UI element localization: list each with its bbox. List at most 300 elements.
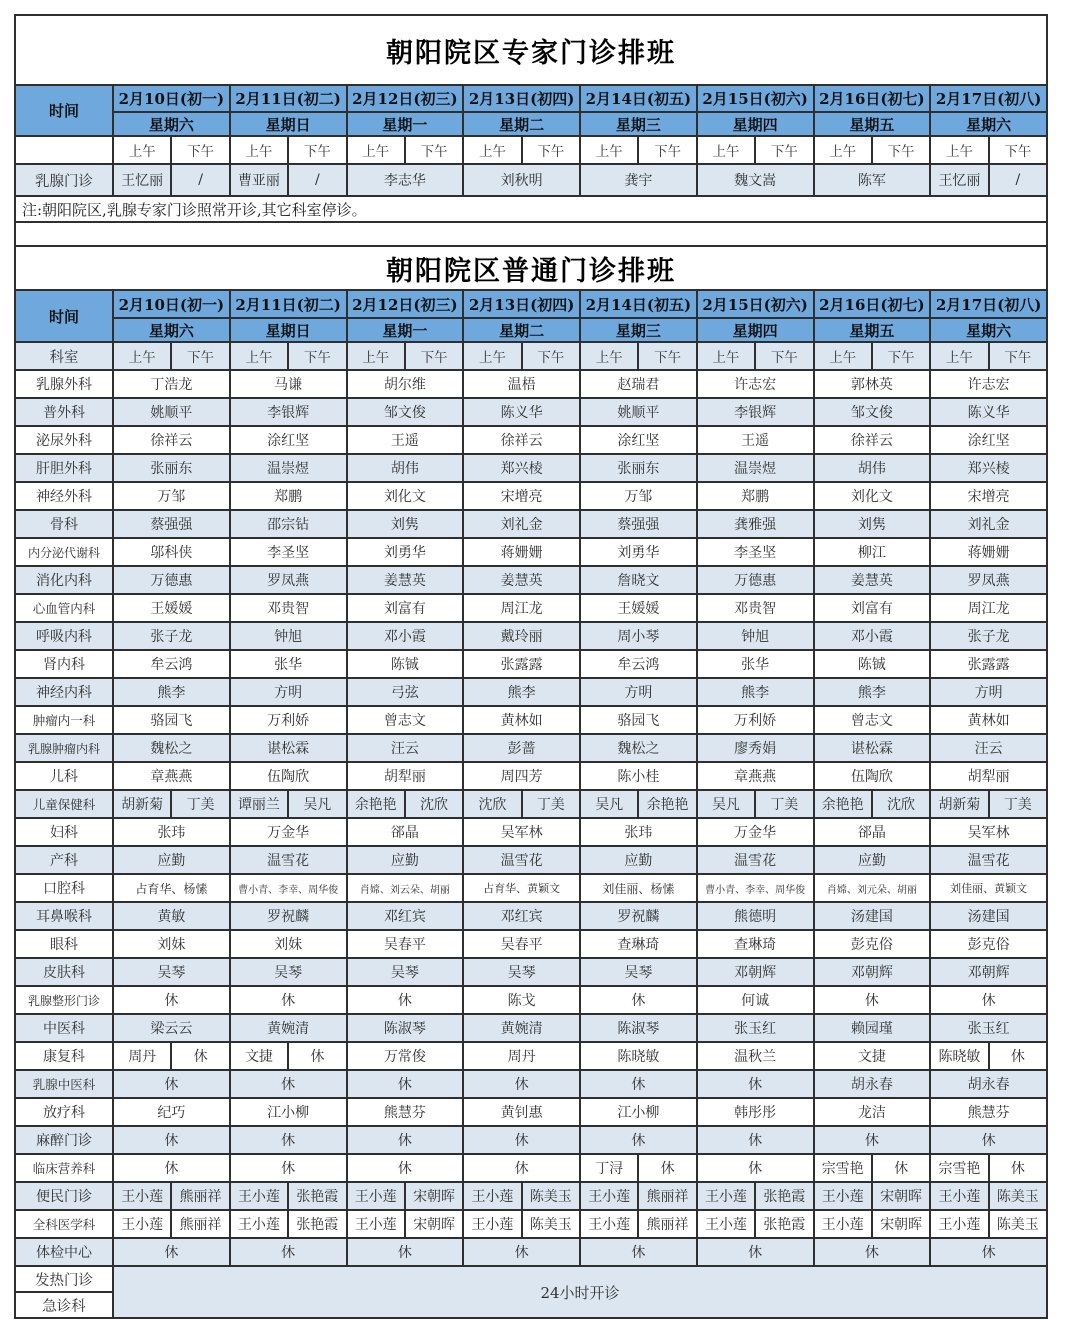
- schedule-cell: 曹小青、李幸、周华俊: [697, 874, 814, 902]
- schedule-cell: 张艳霞: [755, 1210, 813, 1238]
- schedule-cell: 万邹: [113, 482, 230, 510]
- am-header-cell: 上午: [463, 342, 521, 370]
- schedule-cell: 邓朝辉: [930, 958, 1047, 986]
- schedule-cell: 刘隽: [347, 510, 464, 538]
- schedule-cell: 熊慧芬: [930, 1098, 1047, 1126]
- dept-label-cell: 产科: [15, 846, 113, 874]
- pm-header-cell: 下午: [522, 342, 580, 370]
- schedule-cell: 涂红坚: [930, 426, 1047, 454]
- schedule-cell: 王小莲: [697, 1182, 755, 1210]
- schedule-cell: 马谦: [230, 370, 347, 398]
- schedule-cell: 万常俊: [347, 1042, 464, 1070]
- schedule-cell: 吴春平: [463, 930, 580, 958]
- schedule-cell: 沈欣: [405, 790, 463, 818]
- schedule-cell: 曹小青、李幸、周华俊: [230, 874, 347, 902]
- schedule-cell: 刘妹: [230, 930, 347, 958]
- pm-header-cell: 下午: [755, 136, 813, 164]
- dept-label-cell: 中医科: [15, 1014, 113, 1042]
- general-data-row: [15, 762, 1047, 790]
- schedule-cell: 刘佳丽、杨愫: [580, 874, 697, 902]
- general-week-row: [15, 318, 1047, 342]
- pm-header-cell: 下午: [288, 136, 346, 164]
- schedule-cell: 应勤: [347, 846, 464, 874]
- schedule-cell: 休: [230, 1126, 347, 1154]
- schedule-table: [14, 14, 1048, 1319]
- date-header-cell: 2月10日(初一): [113, 290, 230, 318]
- schedule-cell: 万利娇: [230, 706, 347, 734]
- am-header-cell: 上午: [347, 136, 405, 164]
- week-header-cell: 星期四: [697, 112, 814, 136]
- emergency-dept-label: 急诊科: [15, 1292, 113, 1318]
- schedule-cell: 郑鹏: [230, 482, 347, 510]
- schedule-cell: 黄林如: [930, 706, 1047, 734]
- schedule-cell: /: [989, 164, 1047, 196]
- schedule-cell: 彭蔷: [463, 734, 580, 762]
- schedule-cell: 陈义华: [463, 398, 580, 426]
- am-header-cell: 上午: [930, 342, 988, 370]
- schedule-cell: 陈晓敏: [580, 1042, 697, 1070]
- schedule-cell: 宗雪艳: [930, 1154, 988, 1182]
- schedule-cell: 休: [872, 1154, 930, 1182]
- week-header-cell: 星期六: [113, 112, 230, 136]
- schedule-cell: 王忆丽: [930, 164, 988, 196]
- schedule-cell: 黄林如: [463, 706, 580, 734]
- schedule-cell: 王小莲: [580, 1210, 638, 1238]
- schedule-cell: 徐祥云: [113, 426, 230, 454]
- dept-label-cell: 骨科: [15, 510, 113, 538]
- pm-header-cell: 下午: [171, 342, 229, 370]
- schedule-cell: 占育华、黄颖文: [463, 874, 580, 902]
- week-header-cell: 星期五: [814, 112, 931, 136]
- schedule-cell: 郑兴棱: [930, 454, 1047, 482]
- schedule-cell: 休: [230, 1070, 347, 1098]
- week-header-cell: 星期五: [814, 318, 931, 342]
- schedule-cell: 温秋兰: [697, 1042, 814, 1070]
- date-header-cell: 2月12日(初三): [347, 85, 464, 112]
- schedule-cell: /: [288, 164, 346, 196]
- schedule-cell: 温雪花: [230, 846, 347, 874]
- am-header-cell: 上午: [580, 136, 638, 164]
- pm-header-cell: 下午: [405, 136, 463, 164]
- schedule-cell: 温梧: [463, 370, 580, 398]
- schedule-cell: 张艳霞: [755, 1182, 813, 1210]
- general-data-row: [15, 1238, 1047, 1266]
- general-data-row: [15, 986, 1047, 1014]
- schedule-cell: 邵宗钻: [230, 510, 347, 538]
- schedule-cell: 柳江: [814, 538, 931, 566]
- schedule-cell: 刘富有: [347, 594, 464, 622]
- schedule-cell: 谭丽兰: [230, 790, 288, 818]
- schedule-cell: 张露露: [930, 650, 1047, 678]
- dept-label-cell: 心血管内科: [15, 594, 113, 622]
- schedule-cell: 休: [989, 1154, 1047, 1182]
- general-data-row: [15, 1182, 1047, 1210]
- schedule-cell: 吴军林: [930, 818, 1047, 846]
- schedule-cell: 陈铖: [814, 650, 931, 678]
- schedule-cell: 詹晓文: [580, 566, 697, 594]
- date-header-cell: 2月11日(初二): [230, 85, 347, 112]
- week-header-cell: 星期三: [580, 112, 697, 136]
- schedule-cell: 伍陶欣: [230, 762, 347, 790]
- dept-header-cell: 科室: [15, 342, 113, 370]
- schedule-cell: 钟旭: [230, 622, 347, 650]
- schedule-cell: 休: [814, 1126, 931, 1154]
- note-text: 注:朝阳院区,乳腺专家门诊照常开诊,其它科室停诊。: [15, 196, 1047, 222]
- schedule-cell: 方明: [580, 678, 697, 706]
- date-header-cell: 2月14日(初五): [580, 290, 697, 318]
- schedule-cell: 江小柳: [230, 1098, 347, 1126]
- schedule-cell: 张子龙: [113, 622, 230, 650]
- schedule-cell: 汪云: [930, 734, 1047, 762]
- schedule-cell: 休: [580, 1126, 697, 1154]
- schedule-cell: 王小莲: [463, 1182, 521, 1210]
- schedule-cell: 牟云鸿: [580, 650, 697, 678]
- schedule-cell: 王媛媛: [113, 594, 230, 622]
- schedule-cell: 姜慧英: [814, 566, 931, 594]
- schedule-cell: 刘勇华: [580, 538, 697, 566]
- schedule-cell: 张丽东: [580, 454, 697, 482]
- pm-header-cell: 下午: [288, 342, 346, 370]
- schedule-cell: 休: [989, 1042, 1047, 1070]
- schedule-cell: 龙洁: [814, 1098, 931, 1126]
- am-header-cell: 上午: [930, 136, 988, 164]
- schedule-cell: 万邹: [580, 482, 697, 510]
- schedule-cell: 休: [697, 1070, 814, 1098]
- general-data-row: [15, 538, 1047, 566]
- general-data-row: [15, 790, 1047, 818]
- outpatient-schedule-sheet: [14, 14, 1048, 1319]
- schedule-cell: 丁美: [755, 790, 813, 818]
- schedule-cell: 休: [230, 1154, 347, 1182]
- schedule-cell: 骆园飞: [580, 706, 697, 734]
- schedule-cell: 伍陶欣: [814, 762, 931, 790]
- schedule-cell: 休: [347, 1154, 464, 1182]
- schedule-cell: 吴凡: [580, 790, 638, 818]
- schedule-cell: 丁美: [171, 790, 229, 818]
- schedule-cell: 江小柳: [580, 1098, 697, 1126]
- schedule-cell: 休: [113, 1070, 230, 1098]
- schedule-cell: 张华: [230, 650, 347, 678]
- schedule-cell: 周江龙: [463, 594, 580, 622]
- am-header-cell: 上午: [814, 136, 872, 164]
- schedule-cell: 休: [113, 1154, 230, 1182]
- schedule-cell: 胡犁丽: [347, 762, 464, 790]
- schedule-cell: 陈淑琴: [580, 1014, 697, 1042]
- fever-clinic-row: [15, 1266, 1047, 1292]
- week-header-cell: 星期六: [930, 318, 1047, 342]
- schedule-cell: 邓贵智: [230, 594, 347, 622]
- schedule-cell: 余艳艳: [814, 790, 872, 818]
- schedule-cell: 李银辉: [230, 398, 347, 426]
- schedule-cell: 吴琴: [347, 958, 464, 986]
- schedule-cell: 王小莲: [347, 1182, 405, 1210]
- schedule-cell: 刘妹: [113, 930, 230, 958]
- schedule-cell: 宋朝晖: [405, 1210, 463, 1238]
- schedule-cell: 陈美玉: [989, 1182, 1047, 1210]
- expert-ampm-row: [15, 136, 1047, 164]
- general-title-row: [15, 246, 1047, 290]
- am-header-cell: 上午: [697, 136, 755, 164]
- dept-label-cell: 临床营养科: [15, 1154, 113, 1182]
- dept-label-cell: 便民门诊: [15, 1182, 113, 1210]
- spacer-row: [15, 222, 1047, 246]
- schedule-cell: 余艳艳: [347, 790, 405, 818]
- schedule-cell: 罗凤燕: [930, 566, 1047, 594]
- spacer-cell: [15, 222, 1047, 246]
- schedule-cell: 郭林英: [814, 370, 931, 398]
- schedule-cell: 休: [347, 986, 464, 1014]
- date-header-cell: 2月13日(初四): [463, 85, 580, 112]
- schedule-cell: 胡永春: [814, 1070, 931, 1098]
- date-header-cell: 2月10日(初一): [113, 85, 230, 112]
- general-data-row: [15, 846, 1047, 874]
- schedule-cell: 曾志文: [347, 706, 464, 734]
- week-header-cell: 星期日: [230, 318, 347, 342]
- schedule-cell: 吴琴: [580, 958, 697, 986]
- schedule-cell: 赖园瑾: [814, 1014, 931, 1042]
- general-data-row: [15, 874, 1047, 902]
- schedule-cell: 陈美玉: [522, 1182, 580, 1210]
- schedule-cell: 张子龙: [930, 622, 1047, 650]
- schedule-cell: 吴军林: [463, 818, 580, 846]
- schedule-cell: 弓弦: [347, 678, 464, 706]
- schedule-cell: 王媛媛: [580, 594, 697, 622]
- general-data-row: [15, 1042, 1047, 1070]
- schedule-cell: 蔡强强: [113, 510, 230, 538]
- dept-label-cell: 眼科: [15, 930, 113, 958]
- general-data-row: [15, 734, 1047, 762]
- schedule-cell: 曾志文: [814, 706, 931, 734]
- schedule-cell: 温雪花: [930, 846, 1047, 874]
- dept-label-cell: 乳腺门诊: [15, 164, 113, 196]
- am-header-cell: 上午: [697, 342, 755, 370]
- pm-header-cell: 下午: [755, 342, 813, 370]
- schedule-cell: 王小莲: [930, 1182, 988, 1210]
- schedule-cell: 休: [814, 986, 931, 1014]
- dept-label-cell: 内分泌代谢科: [15, 538, 113, 566]
- schedule-cell: 沈欣: [872, 790, 930, 818]
- pm-header-cell: 下午: [522, 136, 580, 164]
- schedule-cell: 郤晶: [814, 818, 931, 846]
- pm-header-cell: 下午: [989, 136, 1047, 164]
- schedule-cell: 万德惠: [113, 566, 230, 594]
- date-header-cell: 2月13日(初四): [463, 290, 580, 318]
- schedule-cell: 休: [230, 986, 347, 1014]
- schedule-cell: 许志宏: [930, 370, 1047, 398]
- schedule-cell: 许志宏: [697, 370, 814, 398]
- schedule-cell: 涂红坚: [230, 426, 347, 454]
- schedule-cell: 王遥: [347, 426, 464, 454]
- schedule-cell: 万德惠: [697, 566, 814, 594]
- schedule-cell: 汪云: [347, 734, 464, 762]
- schedule-cell: 休: [347, 1126, 464, 1154]
- schedule-cell: 陈戈: [463, 986, 580, 1014]
- schedule-cell: 邓小霞: [347, 622, 464, 650]
- schedule-cell: 邓朝辉: [697, 958, 814, 986]
- schedule-cell: 汤建国: [814, 902, 931, 930]
- schedule-cell: 休: [697, 1126, 814, 1154]
- dept-label-cell: 儿童保健科: [15, 790, 113, 818]
- schedule-cell: 宋朝晖: [405, 1182, 463, 1210]
- schedule-cell: 宋增亮: [463, 482, 580, 510]
- expert-data-row: [15, 164, 1047, 196]
- dept-label-cell: 耳鼻喉科: [15, 902, 113, 930]
- schedule-cell: 李银辉: [697, 398, 814, 426]
- general-data-row: [15, 426, 1047, 454]
- schedule-cell: 吴凡: [288, 790, 346, 818]
- schedule-cell: 休: [580, 1070, 697, 1098]
- week-header-cell: 星期六: [113, 318, 230, 342]
- dept-label-cell: 口腔科: [15, 874, 113, 902]
- schedule-cell: 陈义华: [930, 398, 1047, 426]
- date-header-cell: 2月15日(初六): [697, 290, 814, 318]
- dept-label-cell: 儿科: [15, 762, 113, 790]
- schedule-cell: 邓红宾: [347, 902, 464, 930]
- schedule-cell: 熊李: [697, 678, 814, 706]
- schedule-cell: 胡新菊: [930, 790, 988, 818]
- schedule-cell: 涂红坚: [580, 426, 697, 454]
- open-24h-cell: 24小时开诊: [113, 1266, 1047, 1318]
- am-header-cell: 上午: [814, 342, 872, 370]
- schedule-cell: 魏文嵩: [697, 164, 814, 196]
- week-header-cell: 星期一: [347, 112, 464, 136]
- am-header-cell: 上午: [463, 136, 521, 164]
- expert-date-row: [15, 85, 1047, 112]
- dept-label-cell: 普外科: [15, 398, 113, 426]
- schedule-cell: 戴玲丽: [463, 622, 580, 650]
- schedule-cell: 黄婉清: [230, 1014, 347, 1042]
- schedule-cell: 休: [930, 1238, 1047, 1266]
- dept-label-cell: 肝胆外科: [15, 454, 113, 482]
- general-data-row: [15, 902, 1047, 930]
- schedule-cell: 万利娇: [697, 706, 814, 734]
- schedule-cell: 周四芳: [463, 762, 580, 790]
- schedule-cell: 胡伟: [814, 454, 931, 482]
- schedule-cell: 温雪花: [463, 846, 580, 874]
- schedule-cell: 梁云云: [113, 1014, 230, 1042]
- schedule-cell: 郑鹏: [697, 482, 814, 510]
- schedule-cell: 万金华: [230, 818, 347, 846]
- schedule-cell: 张丽东: [113, 454, 230, 482]
- schedule-cell: 王小莲: [113, 1210, 171, 1238]
- schedule-cell: 张露露: [463, 650, 580, 678]
- dept-label-cell: 消化内科: [15, 566, 113, 594]
- schedule-cell: 陈淑琴: [347, 1014, 464, 1042]
- schedule-cell: 张玉红: [697, 1014, 814, 1042]
- expert-table-title: 朝阳院区专家门诊排班: [15, 15, 1047, 85]
- schedule-cell: 休: [697, 1238, 814, 1266]
- general-data-row: [15, 706, 1047, 734]
- week-header-cell: 星期二: [463, 318, 580, 342]
- dept-label-cell: 康复科: [15, 1042, 113, 1070]
- schedule-cell: 陈军: [814, 164, 931, 196]
- schedule-cell: 廖秀娟: [697, 734, 814, 762]
- week-header-cell: 星期六: [930, 112, 1047, 136]
- schedule-cell: 沈欣: [463, 790, 521, 818]
- schedule-cell: 温崇煜: [697, 454, 814, 482]
- schedule-cell: 休: [171, 1042, 229, 1070]
- schedule-cell: 丁美: [989, 790, 1047, 818]
- schedule-cell: 熊丽祥: [171, 1210, 229, 1238]
- schedule-cell: 丁浩龙: [113, 370, 230, 398]
- schedule-cell: 万金华: [697, 818, 814, 846]
- pm-header-cell: 下午: [638, 342, 696, 370]
- general-data-row: [15, 594, 1047, 622]
- schedule-cell: 宋朝晖: [872, 1210, 930, 1238]
- general-data-row: [15, 398, 1047, 426]
- schedule-cell: 张艳霞: [288, 1210, 346, 1238]
- schedule-cell: 温雪花: [697, 846, 814, 874]
- schedule-cell: 陈小桂: [580, 762, 697, 790]
- am-header-cell: 上午: [230, 342, 288, 370]
- schedule-cell: 蒋姗姗: [463, 538, 580, 566]
- schedule-cell: 王忆丽: [113, 164, 171, 196]
- schedule-cell: 牟云鸿: [113, 650, 230, 678]
- schedule-cell: 宋朝晖: [872, 1182, 930, 1210]
- schedule-cell: 徐祥云: [463, 426, 580, 454]
- dept-label-cell: 乳腺中医科: [15, 1070, 113, 1098]
- general-data-row: [15, 510, 1047, 538]
- schedule-cell: 吴琴: [113, 958, 230, 986]
- schedule-cell: 章燕燕: [113, 762, 230, 790]
- general-data-row: [15, 566, 1047, 594]
- general-data-row: [15, 650, 1047, 678]
- general-dept-header-row: [15, 342, 1047, 370]
- schedule-cell: 应勤: [814, 846, 931, 874]
- schedule-cell: 周江龙: [930, 594, 1047, 622]
- schedule-cell: 胡永春: [930, 1070, 1047, 1098]
- schedule-cell: 蔡强强: [580, 510, 697, 538]
- schedule-cell: 李圣坚: [230, 538, 347, 566]
- schedule-cell: 吴琴: [463, 958, 580, 986]
- schedule-cell: 刘佳丽、黄颖文: [930, 874, 1047, 902]
- date-header-cell: 2月17日(初八): [930, 85, 1047, 112]
- schedule-cell: 王小莲: [930, 1210, 988, 1238]
- week-header-cell: 星期三: [580, 318, 697, 342]
- general-data-row: [15, 1014, 1047, 1042]
- general-data-row: [15, 1070, 1047, 1098]
- schedule-cell: 休: [288, 1042, 346, 1070]
- schedule-cell: 丁美: [522, 790, 580, 818]
- schedule-cell: 张玉红: [930, 1014, 1047, 1042]
- schedule-cell: 龚宇: [580, 164, 697, 196]
- schedule-cell: 休: [580, 1238, 697, 1266]
- schedule-cell: 应勤: [113, 846, 230, 874]
- schedule-cell: 刘化文: [347, 482, 464, 510]
- schedule-cell: 胡新菊: [113, 790, 171, 818]
- schedule-cell: 姚顺平: [113, 398, 230, 426]
- schedule-cell: 王小莲: [230, 1182, 288, 1210]
- expert-title-row: [15, 15, 1047, 85]
- schedule-cell: 文捷: [230, 1042, 288, 1070]
- schedule-cell: 纪巧: [113, 1098, 230, 1126]
- time-header-cell: 时间: [15, 85, 113, 136]
- week-header-cell: 星期四: [697, 318, 814, 342]
- schedule-cell: 丁浔: [580, 1154, 638, 1182]
- schedule-cell: 宋增亮: [930, 482, 1047, 510]
- schedule-cell: 谌松霖: [814, 734, 931, 762]
- date-header-cell: 2月15日(初六): [697, 85, 814, 112]
- am-header-cell: 上午: [580, 342, 638, 370]
- general-data-row: [15, 1098, 1047, 1126]
- schedule-cell: 休: [463, 1070, 580, 1098]
- schedule-cell: 肖嫦、刘云朵、胡丽: [347, 874, 464, 902]
- schedule-cell: 汤建国: [930, 902, 1047, 930]
- schedule-cell: 姜慧英: [463, 566, 580, 594]
- schedule-cell: 胡尔维: [347, 370, 464, 398]
- schedule-cell: 熊丽祥: [638, 1182, 696, 1210]
- schedule-cell: 休: [230, 1238, 347, 1266]
